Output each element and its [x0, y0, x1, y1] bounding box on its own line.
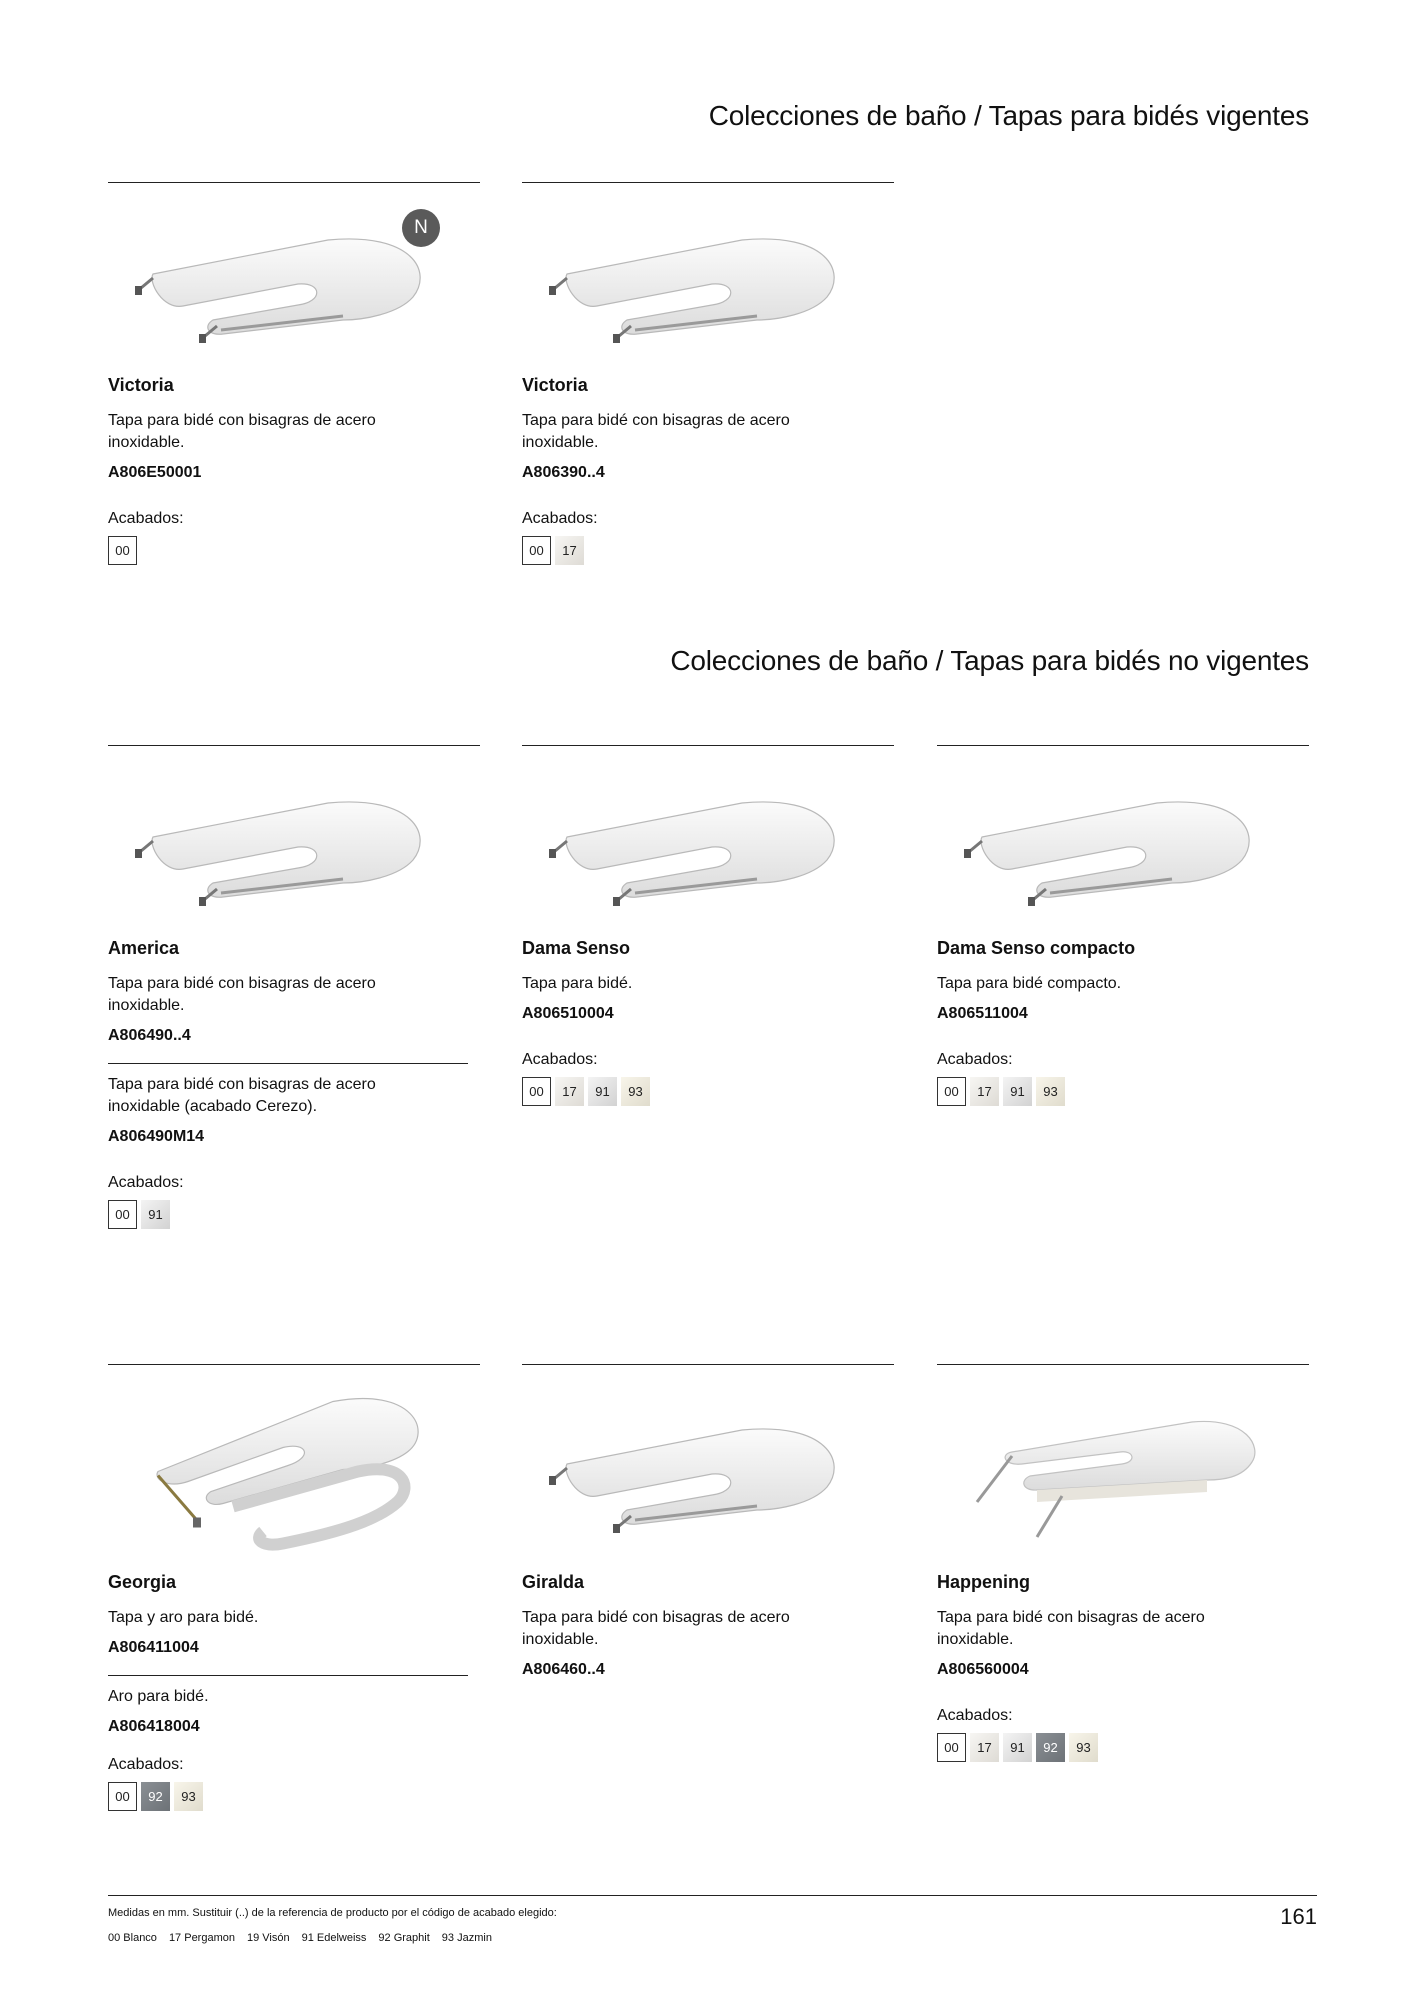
finish-swatch-92: 92 — [1036, 1733, 1065, 1762]
bidet-seat-ring-image — [113, 1384, 443, 1559]
product-name: Georgia — [108, 1572, 177, 1592]
product-image-victoria — [522, 197, 862, 367]
product-image-happening — [937, 1379, 1277, 1564]
product-code: A806511004 — [937, 1005, 1028, 1022]
legend-item: 17 Pergamon — [168, 1932, 235, 1944]
divider — [522, 745, 894, 746]
product-name: Happening — [937, 1572, 1030, 1592]
product-image-victoria-new — [108, 197, 448, 367]
product-description-variant: Aro para bidé. — [108, 1688, 209, 1705]
page-number: 161 — [1280, 1904, 1317, 1929]
divider — [108, 1063, 468, 1064]
product-image-america — [108, 760, 448, 930]
finishes-swatches — [108, 1782, 480, 1811]
product-card-happening — [937, 1364, 1309, 1762]
finish-swatch-93: 93 — [621, 1077, 650, 1106]
product-name: Dama Senso compacto — [937, 938, 1136, 958]
divider — [108, 745, 480, 746]
footer-divider — [108, 1895, 1317, 1896]
product-name: Dama Senso — [522, 938, 631, 958]
finish-swatch-00: 00 — [108, 1782, 137, 1811]
product-name: America — [108, 938, 180, 958]
product-name: Giralda — [522, 1572, 585, 1592]
finish-swatch-17: 17 — [555, 536, 584, 565]
product-code: A806390..4 — [522, 464, 605, 481]
product-card-giralda — [522, 1364, 894, 1697]
finish-swatch-00: 00 — [937, 1733, 966, 1762]
bidet-seat-image — [113, 202, 443, 362]
product-code: A806E50001 — [108, 464, 202, 481]
product-card-victoria — [522, 182, 894, 565]
finish-swatch-91: 91 — [1003, 1077, 1032, 1106]
bidet-seat-image — [942, 1392, 1272, 1552]
product-description: Tapa para bidé con bisagras de acero inoxidable. — [522, 1609, 790, 1648]
bidet-seat-image — [527, 765, 857, 925]
product-image-giralda — [522, 1379, 862, 1564]
product-description-variant: Tapa para bidé con bisagras de acero inoxidable (acabado Cerezo). — [108, 1076, 376, 1115]
divider — [937, 745, 1309, 746]
finishes-label: Acabados: — [108, 1174, 184, 1191]
product-code: A806460..4 — [522, 1661, 605, 1678]
section-title-vigentes: Colecciones de baño / Tapas para bidés vigentes — [708, 100, 1309, 131]
divider — [522, 1364, 894, 1365]
bidet-seat-image — [527, 1392, 857, 1552]
finish-swatch-93: 93 — [1069, 1733, 1098, 1762]
product-card-dama-senso-compacto — [937, 745, 1309, 1106]
finishes-swatches — [937, 1077, 1309, 1106]
finish-swatch-91: 91 — [141, 1200, 170, 1229]
divider — [108, 1364, 480, 1365]
product-card-victoria-new — [108, 182, 480, 565]
divider — [108, 182, 480, 183]
finish-swatch-17: 17 — [970, 1733, 999, 1762]
legend-item: 19 Visón — [246, 1932, 290, 1944]
product-code: A806490..4 — [108, 1027, 191, 1044]
product-card-america — [108, 745, 480, 1229]
product-description: Tapa para bidé con bisagras de acero inoxidable. — [108, 412, 376, 451]
product-description: Tapa para bidé con bisagras de acero inoxidable. — [522, 412, 790, 451]
legend-item: 92 Graphit — [378, 1932, 430, 1944]
product-code: A806411004 — [108, 1639, 199, 1656]
finish-swatch-17: 17 — [970, 1077, 999, 1106]
finishes-label: Acabados: — [522, 510, 598, 527]
product-image-georgia — [108, 1379, 448, 1564]
finish-swatch-00: 00 — [937, 1077, 966, 1106]
finishes-swatches — [108, 536, 480, 565]
product-description: Tapa y aro para bidé. — [108, 1609, 259, 1626]
finish-swatch-00: 00 — [108, 536, 137, 565]
product-image-dama-senso — [522, 760, 862, 930]
finish-swatch-93: 93 — [1036, 1077, 1065, 1106]
product-code-variant: A806490M14 — [108, 1128, 205, 1145]
finishes-legend — [108, 1932, 492, 1944]
finishes-swatches — [522, 1077, 894, 1106]
legend-item: 00 Blanco — [108, 1932, 157, 1944]
bidet-seat-image — [527, 202, 857, 362]
divider — [937, 1364, 1309, 1365]
finish-swatch-91: 91 — [1003, 1733, 1032, 1762]
product-code: A806560004 — [937, 1661, 1029, 1678]
finish-swatch-17: 17 — [555, 1077, 584, 1106]
footer-note: Medidas en mm. Sustituir (..) de la referencia de producto por el código de acabado elegido: — [108, 1907, 557, 1919]
new-badge: N — [402, 209, 440, 247]
section-title-no-vigentes: Colecciones de baño / Tapas para bidés no vigentes — [670, 645, 1309, 676]
product-code: A806510004 — [522, 1005, 614, 1022]
finish-swatch-00: 00 — [522, 1077, 551, 1106]
divider — [522, 182, 894, 183]
product-image-dama-senso-compacto — [937, 760, 1277, 930]
finishes-swatches — [522, 536, 894, 565]
product-description: Tapa para bidé compacto. — [937, 975, 1122, 992]
finish-swatch-91: 91 — [588, 1077, 617, 1106]
finishes-label: Acabados: — [108, 510, 184, 527]
legend-item: 91 Edelweiss — [301, 1932, 367, 1944]
product-code-variant: A806418004 — [108, 1718, 200, 1735]
finish-swatch-00: 00 — [522, 536, 551, 565]
bidet-seat-image — [942, 765, 1272, 925]
product-description: Tapa para bidé con bisagras de acero inoxidable. — [937, 1609, 1205, 1648]
finishes-label: Acabados: — [522, 1051, 598, 1068]
finishes-label: Acabados: — [937, 1707, 1013, 1724]
divider — [108, 1675, 468, 1676]
finish-swatch-92: 92 — [141, 1782, 170, 1811]
product-card-dama-senso — [522, 745, 894, 1106]
product-description: Tapa para bidé. — [522, 975, 633, 992]
finishes-label: Acabados: — [108, 1756, 184, 1773]
finish-swatch-93: 93 — [174, 1782, 203, 1811]
product-card-georgia — [108, 1364, 480, 1811]
legend-item: 93 Jazmin — [441, 1932, 492, 1944]
finishes-label: Acabados: — [937, 1051, 1013, 1068]
finish-swatch-00: 00 — [108, 1200, 137, 1229]
bidet-seat-image — [113, 765, 443, 925]
finishes-swatches — [108, 1200, 480, 1229]
finishes-swatches — [937, 1733, 1309, 1762]
product-name: Victoria — [522, 375, 588, 395]
product-name: Victoria — [108, 375, 174, 395]
product-description: Tapa para bidé con bisagras de acero inoxidable. — [108, 975, 376, 1014]
